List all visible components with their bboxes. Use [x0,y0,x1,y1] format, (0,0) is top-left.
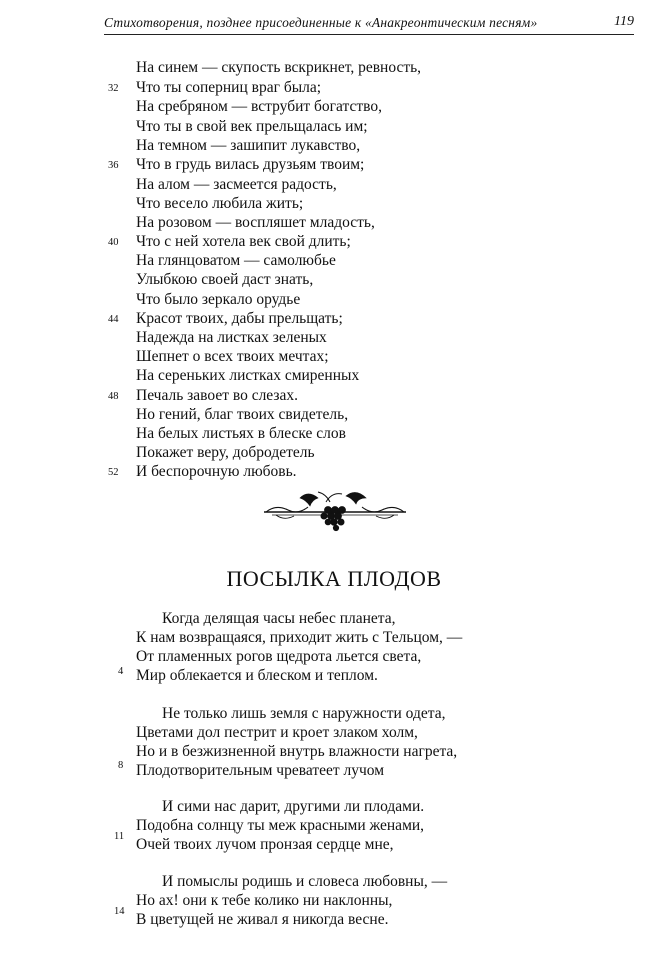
poem-line: К нам возвращаяся, приходит жить с Тельцом, — [136,629,463,646]
poem-line: Что с ней хотела век свой длить; [136,233,351,250]
poem-line: И помыслы родишь и словеса любовны, — [162,873,448,890]
poem-line: Цветами дол пестрит и кроет злаком холм, [136,724,418,741]
running-header [104,8,634,35]
line-number: 32 [108,83,119,94]
poem-line: На сребряном — вструбит богатство, [136,98,382,115]
poem-line: Очей твоих лучом пронзая сердце мне, [136,836,394,853]
poem-line: Что в грудь вилась друзьям твоим; [136,156,365,173]
poem-line: И беспорочную любовь. [136,463,297,480]
line-number: 52 [108,467,119,478]
line-number: 4 [118,666,124,677]
poem-line: Когда делящая часы небес планета, [162,610,396,627]
line-number: 48 [108,391,119,402]
poem-line: И сими нас дарит, другими ли плодами. [162,798,425,815]
poem-line: Не только лишь земля с наружности одета, [162,705,446,722]
poem-line: Улыбкою своей даст знать, [136,271,314,288]
poem-line: Но гений, благ твоих свидетель, [136,406,349,423]
poem-line: На темном — зашипит лукавство, [136,137,361,154]
line-number: 40 [108,237,119,248]
line-number: 8 [118,760,124,771]
line-number: 36 [108,160,119,171]
poem-line: От пламенных рогов щедрота льется света, [136,648,422,665]
poem-title: ПОСЫЛКА ПЛОДОВ [226,566,442,591]
poem-line: Но ах! они к тебе колико ни наклонны, [136,892,393,909]
poem-line: Плодотворительным чреватеет лучом [136,762,385,779]
poem-line: Что ты соперниц враг была; [136,79,322,96]
poem-line: На синем — скупость вскрикнет, ревность, [136,59,422,76]
poem-line: Шепнет о всех твоих мечтах; [136,348,329,365]
poem-line: Что весело любила жить; [136,195,304,212]
poem-line: На розовом — воспляшет младость, [136,214,375,231]
poem-line: Печаль завоет во слезах. [136,387,299,404]
poem-line: Подобна солнцу ты меж красными женами, [136,817,425,834]
poem-line: Что было зеркало орудье [136,291,301,308]
poem-line: Красот твоих, дабы прельщать; [136,310,343,327]
running-header-title: Стихотворения, позднее присоединенные к «Анакреонтическим песням» [104,15,538,30]
poem-line: Что ты в свой век прельщалась им; [136,118,368,135]
poem-line: На сереньких листках смиренных [136,367,360,384]
line-number: 14 [114,906,125,917]
poem-line: Покажет веру, добродетель [136,444,315,461]
poem-line: Мир облекается и блеском и теплом. [136,667,378,684]
vine-ornament-icon [264,492,406,531]
poem-line: На алом — засмеется радость, [136,176,337,193]
poem-line: На глянцоватом — самолюбье [136,252,336,269]
page-number: 119 [614,14,634,29]
line-number: 11 [114,831,125,842]
line-number: 44 [108,314,119,325]
grape-vine-ornament [262,488,408,534]
poem-line: Надежда на листках зеленых [136,329,327,346]
poem-line: На белых листьях в блеске слов [136,425,346,442]
poem-line: Но и в безжизненной внутрь влажности нагрета, [136,743,458,760]
poem-line: В цветущей не живал я никогда весне. [136,911,389,928]
